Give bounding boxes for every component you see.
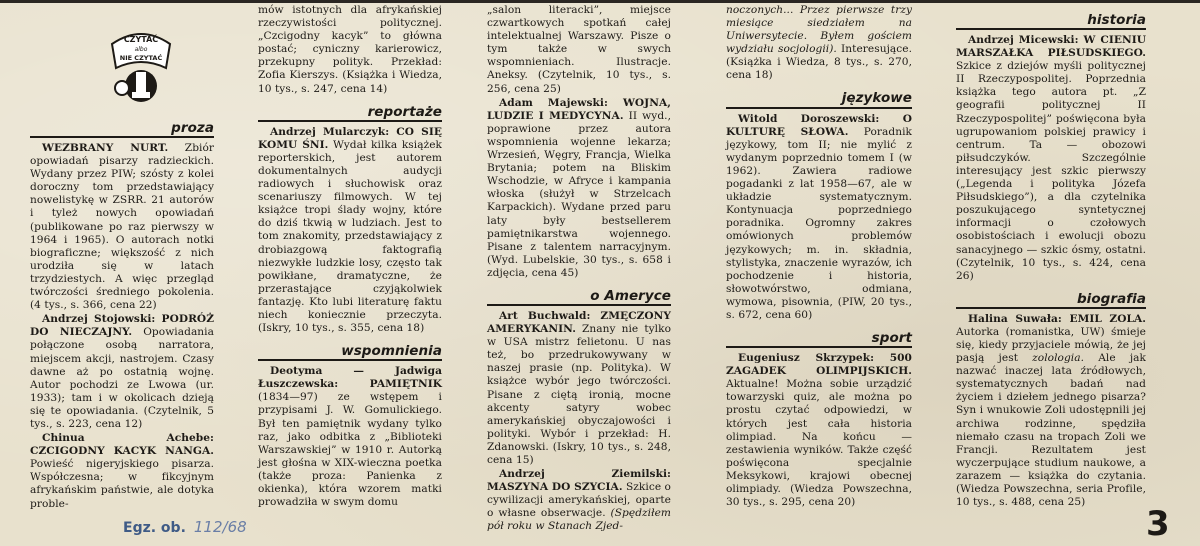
top-rule bbox=[0, 0, 1200, 3]
library-stamp bbox=[123, 518, 247, 536]
section-header-biografia bbox=[956, 285, 1146, 309]
section-header-reportaze bbox=[258, 98, 442, 122]
section-header-jezykowe bbox=[726, 85, 912, 109]
review-entry: WEZBRANY NURT. Zbiór opowiadań pisarzy radzieckich. Wydany przez PIW; szósty z kolei doroczny tom przedstawiający nowelistykę w ZSRR. 21 autorów i tyleż nowych opowiadań (publikowane po raz pierwszy w 1964 i 1965). O autorach notki biograficzne; większość z nich urodziła się w latach trzydziestych. A więc przegląd twórczości średniego pokolenia. (4 tys., s. 366, cena 22) bbox=[30, 142, 215, 312]
czytac-logo bbox=[108, 22, 174, 106]
review-entry: Andrzej Stojowski: PODRÓŻ DO NIECZAJNY. Opowiadania połączone osobą narratora, miejscem akcji, nastrojem. Czasy dawne aż po ostatnią wojnę. Autor pochodzi ze Lwowa (ur. 1933); tam i w okolicach dzieją się te opowiadania. (Czytelnik, 5 tys., s. 223, cena 12) bbox=[30, 313, 214, 430]
section-label: sport bbox=[871, 329, 912, 346]
section-label: proza bbox=[171, 119, 214, 136]
column-3 bbox=[487, 4, 671, 535]
column-5 bbox=[956, 4, 1146, 510]
column-1 bbox=[30, 112, 214, 512]
review-entry: Witold Doroszewski: O KULTURĘ SŁOWA. Poradnik językowy, tom II; nie mylić z wydanym poprzednio tomem I (w 1962). Zawiera radiowe pogadanki z lat 1958—67, ale w układzie systematycznym. Kontynuacja poprzedniego poradnika. Ogromny zakres omówionych problemów językowych; m. in. składnia, stylistyka, znaczenie wyrazów, ich pochodzenie i historia, słowotwórstwo, odmiana, wymowa, pisownia, (PIW, 20 tys., s. 672, cena 60) bbox=[726, 112, 912, 321]
review-entry: Andrzej Ziemilski: MASZYNA DO SZYCIA. Szkice o cywilizacji amerykańskiej, oparte o własne obserwacje. (Spędziłem pół roku w Stanach Zjed- bbox=[487, 468, 671, 533]
page-number: 3 bbox=[1146, 504, 1170, 544]
review-entry: Deotyma — Jadwiga Łuszczewska: PAMIĘTNIK (1834—97) ze wstępem i przypisami J. W. Gomulickiego. Był ten pamiętnik wydany tylko raz, jako odbitka z „Biblioteki Warszawskiej” w 1910 r. Autorką jest głośna w XIX-wieczna poetka (także proza: Panienka z okienka), która wzorem matki prowadziła w swym domu bbox=[258, 365, 442, 509]
section-label: historia bbox=[1087, 11, 1146, 28]
continued-text: noczonych... Przez pierwsze trzy miesiące siedziałem na Uniwersytecie. Byłem gościem wydziału socjologii). Interesujące. (Książka i Wiedza, 8 tys., s. 270, cena 18) bbox=[726, 4, 912, 82]
column-2 bbox=[258, 4, 442, 510]
section-header-wspomnienia bbox=[258, 337, 442, 361]
review-entry: Andrzej Mularczyk: CO SIĘ KOMU ŚNI. Wydał kilka książek reporterskich, jest autorem dokumentalnych audycji radiowych i słuchowisk oraz scenariuszy filmowych. W tej książce tropi ślady wojny, które do dziś tkwią w ludziach. Jest to tom znakomity, przedstawiający z drobiazgową faktografią niezwykłe ludzkie losy, często tak powikłane, dramatyczne, że przerastające czyjąkolwiek fantazję. Kto lubi literaturę faktu niech koniecznie przeczyta. (Iskry, 10 tys., s. 355, cena 18) bbox=[258, 125, 442, 335]
continued-text: „salon literacki”, miejsce czwartkowych spotkań całej intelektualnej Warszawy. Pisze o tym także w swych wspomnieniach. Ilustracje. Aneksy. (Czytelnik, 10 tys., s. 256, cena 25) bbox=[487, 4, 671, 95]
section-label: językowe bbox=[841, 90, 912, 107]
section-label: wspomnienia bbox=[341, 343, 442, 360]
section-header-historia bbox=[956, 6, 1146, 30]
stamp-handwritten-number: 112/68 bbox=[193, 518, 247, 536]
review-entry: Art Buchwald: ZMĘCZONY AMERYKANIN. Znany nie tylko w USA mistrz felietonu. U nas też, bo przedrukowywany w naszej prasie (np. Polityka). W książce wybór jego twórczości. Pisane z ciętą ironią, mocne akcenty satyry wobec amerykańskiej obyczajowości i polityki. Wybór i przekład: H. Zdanowski. (Iskry, 10 tys., s. 248, cena 15) bbox=[487, 309, 672, 466]
logo-line2: albo bbox=[134, 46, 148, 53]
section-header-o-ameryce bbox=[487, 282, 671, 306]
section-label: biografia bbox=[1076, 290, 1146, 307]
section-header-sport bbox=[726, 324, 912, 348]
section-header-proza bbox=[30, 114, 214, 138]
section-label: reportaże bbox=[367, 103, 442, 120]
column-4 bbox=[726, 4, 912, 510]
review-entry: Andrzej Micewski: W CIENIU MARSZAŁKA PIŁSUDSKIEGO. Szkice z dziejów myśli politycznej II Rzeczypospolitej. Poprzednia książka tego autora pt. „Z geografii politycznej II Rzeczypospolitej” poświęcona była ugrupowaniom polskiej prawicy i centrum. Ta — obozowi piłsudczyków. Szczególnie interesujący jest szkic pierwszy („Legenda i polityka Józefa Piłsudskiego”), a dla czytelnika poszukującego syntetycznej informacji o czołowych osobistościach i ewolucji obozu sanacyjnego — szkic ósmy, ostatni. (Czytelnik, 10 tys., s. 424, cena 26) bbox=[956, 34, 1147, 282]
review-entry: Chinua Achebe: CZCIGODNY KACYK NANGA. Powieść nigeryjskiego pisarza. Współczesna; w fikcyjnym afrykańskim państwie, ale dotyka proble- bbox=[30, 432, 214, 510]
review-entry: Eugeniusz Skrzypek: 500 ZAGADEK OLIMPIJSKICH. Aktualne! Można sobie urządzić towarzyski quiz, ale można po prostu czytać odpowiedzi, w których jest cała historia olimpiad. Na końcu — zestawienia wyników. Także część poświęcona specjalnie Meksykowi, krajowi obecnej olimpiady. (Wiedza Powszechna, 30 tys., s. 295, cena 20) bbox=[726, 352, 912, 509]
review-entry: Halina Suwała: EMIL ZOLA. Autorka (romanistka, UW) śmieje się, kiedy przyjaciele mówią, że jej pasją jest zolologia. Ale jak nazwać inaczej lata źródłowych, systematycznych badań nad życiem i dziełem jednego pisarza? Syn i wnukowie Zoli udostępnili jej archiwa rodzinne, spędziła niemało czasu na tropach Zoli we Francji. Rezultatem jest wyczerpujące studium naukowe, a zarazem — książka do czytania. (Wiedza Powszechna, seria Profile, 10 tys., s. 488, cena 25) bbox=[956, 312, 1146, 509]
review-entry: Adam Majewski: WOJNA, LUDZIE I MEDYCYNA. II wyd., poprawione przez autora wspomnienia wojenne lekarza; Wrzesień, Węgry, Francja, Wielka Brytania; potem na Bliskim Wschodzie, w Afryce i kampania włoska (służył w Strzelcach Karpackich). Wydane przed paru laty były bestsellerem pamiętnikarstwa wojennego. Pisane z talentem narracyjnym. (Wyd. Lubelskie, 30 tys., s. 658 i zdjęcia, cena 45) bbox=[487, 96, 671, 279]
logo-line1: CZYTAĆ bbox=[123, 35, 159, 44]
logo-line3: NIE CZYTAĆ bbox=[119, 54, 163, 62]
continued-text: mów istotnych dla afrykańskiej rzeczywistości politycznej. „Czcigodny kacyk” to główna postać; cyniczny karierowicz, przekupny polityk. Przekład: Zofia Kierszys. (Książka i Wiedza, 10 tys., s. 247, cena 14) bbox=[258, 4, 442, 95]
section-label: o Ameryce bbox=[590, 287, 671, 304]
stamp-label: Egz. ob. bbox=[123, 520, 186, 536]
